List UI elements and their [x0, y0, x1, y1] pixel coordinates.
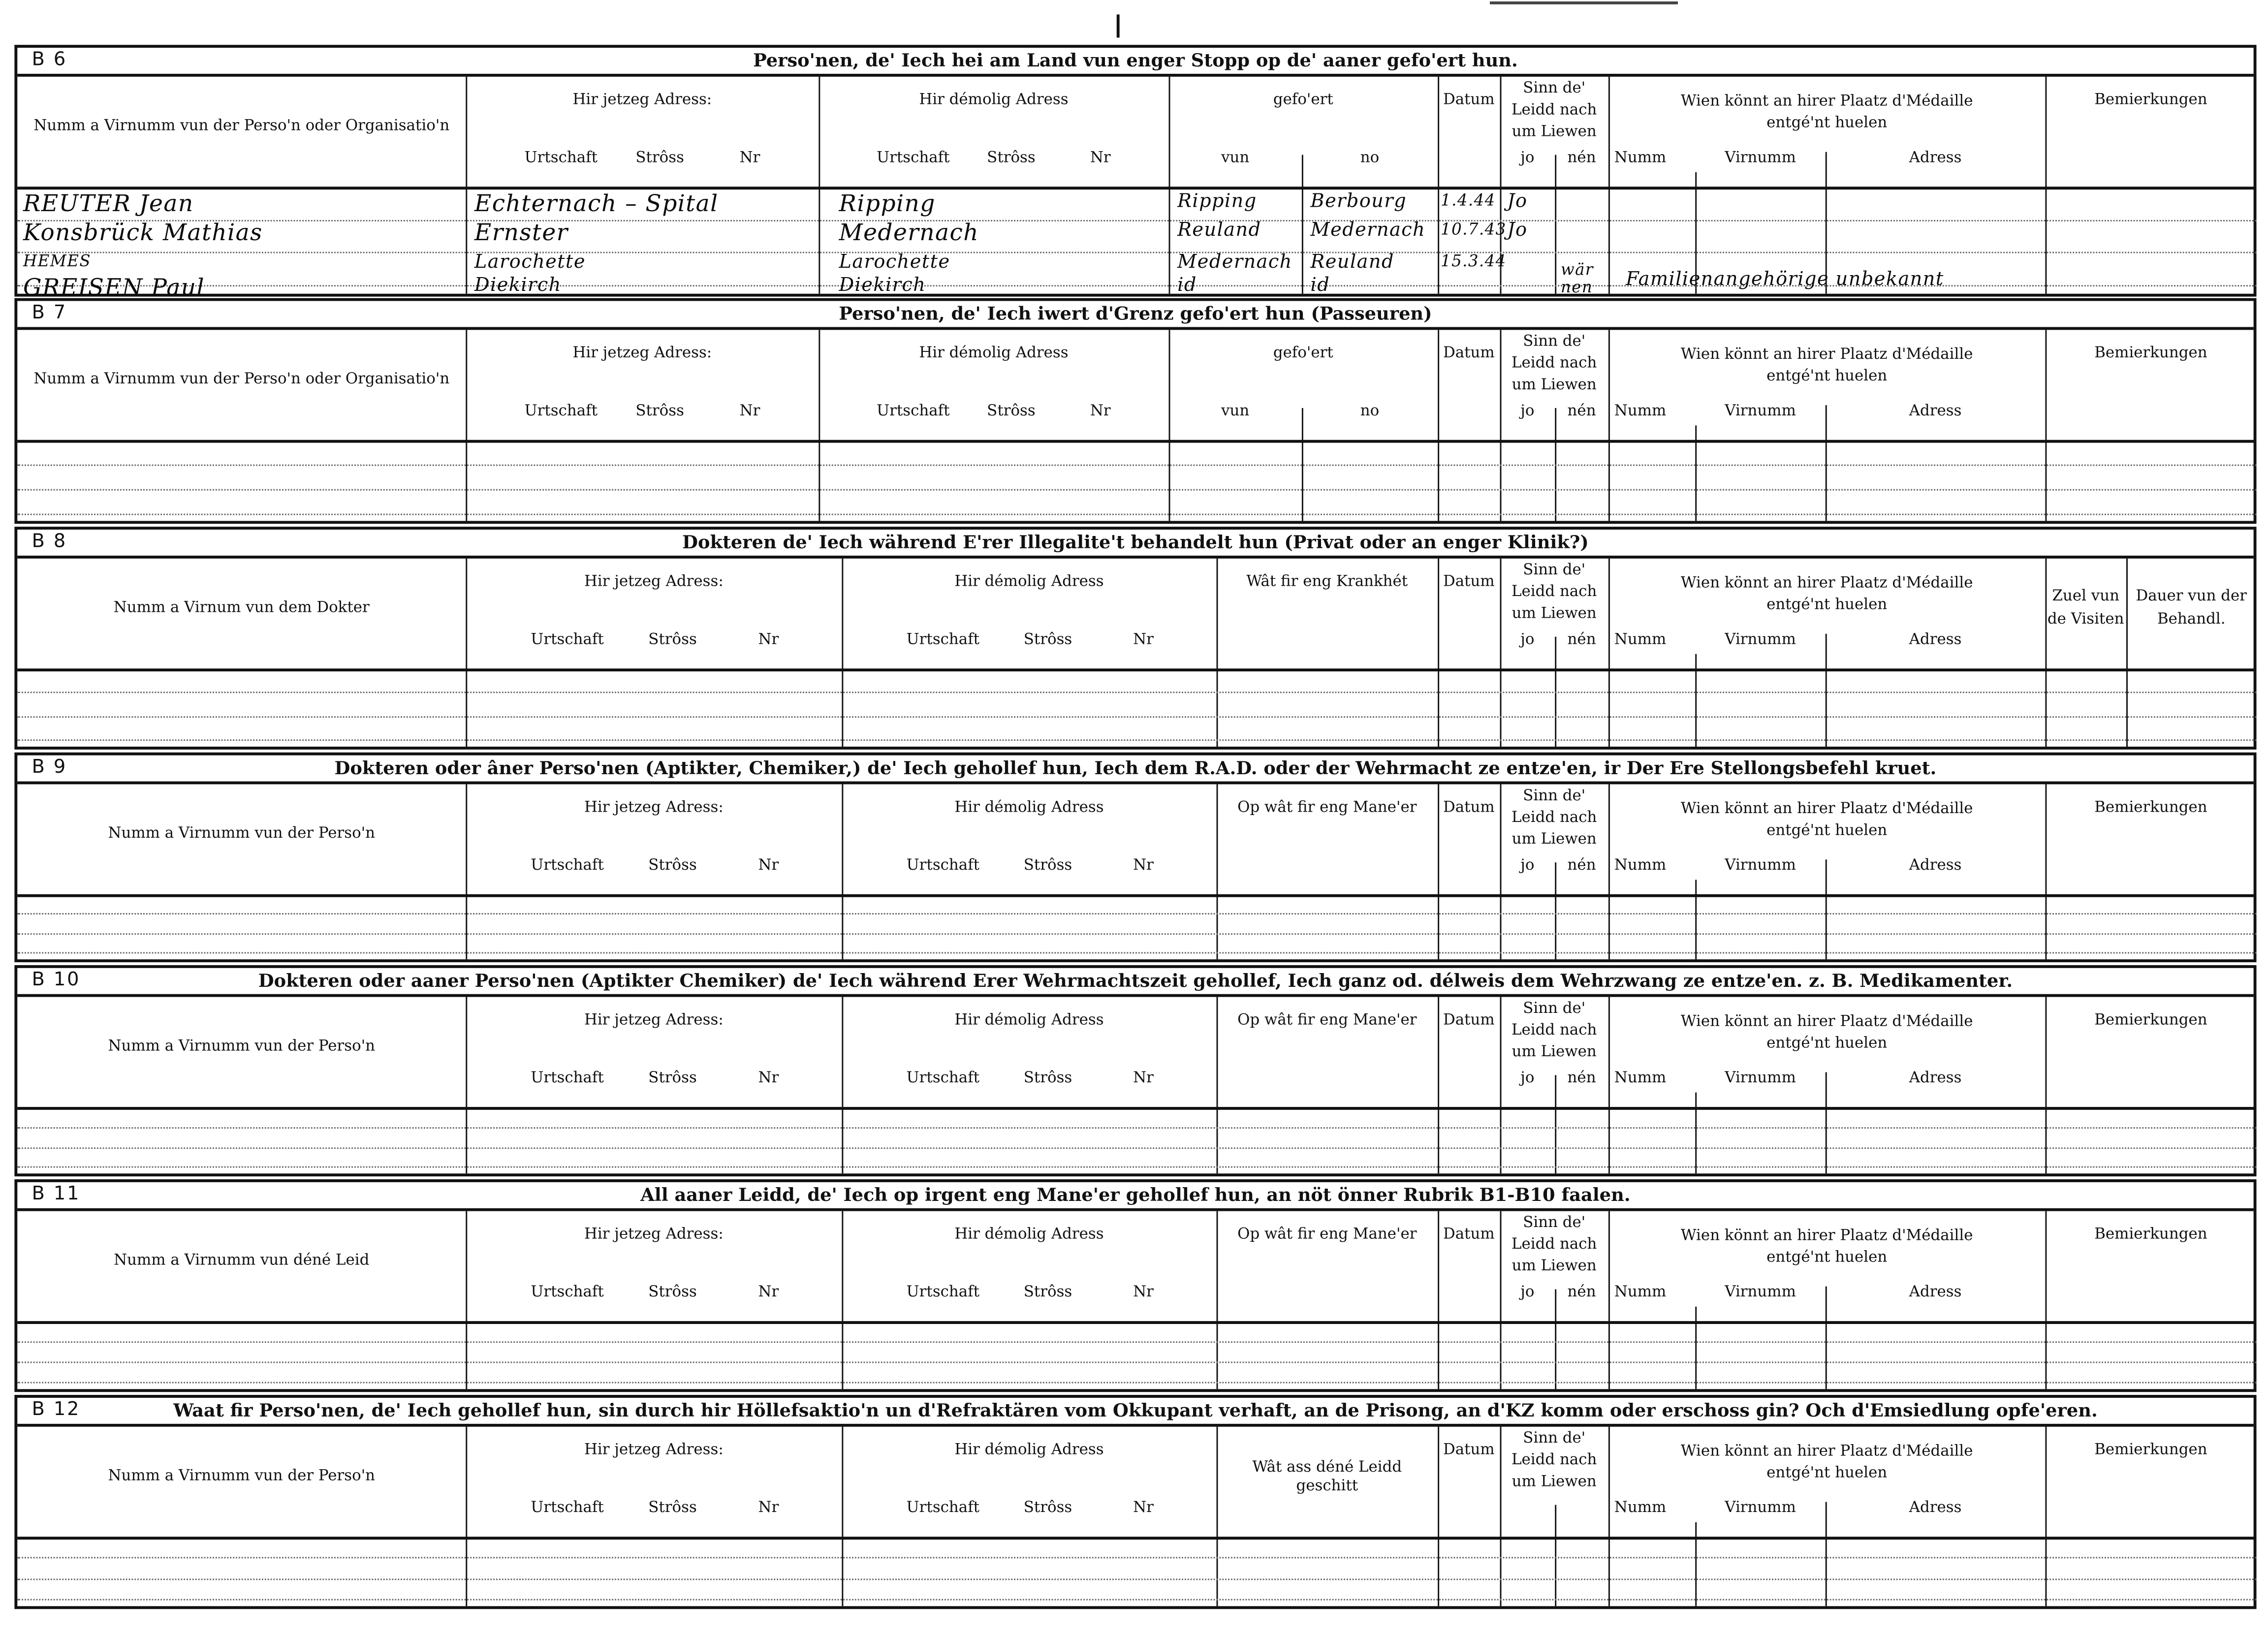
entry-line: [17, 1599, 2256, 1601]
medal-header: Wien könnt an hirer Plaatz d'Médaille entgé'nt huelen: [1680, 574, 1973, 614]
medal-subdivider: [1826, 634, 1827, 747]
entry-current-place: Ernster: [474, 218, 568, 246]
name-column-header: Numm a Virnumm vun déné Leid: [114, 1252, 370, 1269]
header-rule: [17, 440, 2256, 443]
yes-header: jo: [1520, 856, 1535, 874]
current-address-header: Hir jetzeg Adress:: [584, 1011, 724, 1029]
section-heading: Waat fir Perso'nen, de' Iech gehollef hun, sin durch hir Höllefsaktio'n un d'Refraktären vom Okkupant verhaft, an de Prisong, an d'KZ komm oder erschoss gin? Och d'Emsiedlung opfe'eren.: [173, 1399, 2098, 1421]
entry-current-place: Diekirch: [474, 275, 562, 297]
section-code: B 11: [32, 1183, 81, 1205]
entry-alive-yes: Jo: [1507, 220, 1528, 242]
medal-surname-header: Numm: [1614, 402, 1667, 420]
section-title-bar: [17, 301, 2253, 330]
current-place-header: Urtschaft: [531, 1069, 604, 1087]
led-to-header: no: [1360, 402, 1380, 420]
entry-name: HEMES: [23, 252, 92, 271]
entry-line: [17, 464, 2256, 466]
column-divider: [1500, 330, 1502, 521]
section-code: B 7: [32, 302, 67, 324]
medal-firstname-header: Virnumm: [1725, 1499, 1796, 1517]
medal-firstname-header: Virnumm: [1725, 856, 1796, 874]
no-header: nén: [1567, 402, 1596, 420]
current-place-header: Urtschaft: [524, 149, 598, 167]
led-header: gefo'ert: [1273, 91, 1333, 109]
former-number-header: Nr: [1133, 1069, 1154, 1087]
remarks-header: Bemierkungen: [2094, 91, 2207, 109]
medal-address-header: Adress: [1909, 149, 1962, 167]
medal-surname-header: Numm: [1614, 630, 1667, 649]
current-number-header: Nr: [758, 630, 779, 649]
former-place-header: Urtschaft: [877, 149, 950, 167]
no-header: nén: [1567, 630, 1596, 649]
visit-count-header: Zuel vun de Visiten: [2047, 587, 2124, 628]
medal-surname-header: Numm: [1614, 1069, 1667, 1087]
former-address-header: Hir démolig Adress: [919, 91, 1069, 109]
former-number-header: Nr: [1133, 1283, 1154, 1301]
entry-former-place: Larochette: [839, 252, 950, 274]
current-address-header: Hir jetzeg Adress:: [572, 344, 712, 362]
entry-led-to: id: [1310, 275, 1330, 297]
medal-firstname-header: Virnumm: [1725, 402, 1796, 420]
no-header: nén: [1567, 856, 1596, 874]
section-code: B 9: [32, 756, 67, 779]
yes-header: jo: [1520, 402, 1535, 420]
entry-line: [17, 739, 2256, 741]
lost-life-header: Sinn de' Leidd nach um Liewen: [1512, 333, 1597, 394]
entry-line: [17, 489, 2256, 490]
yes-header: jo: [1520, 1283, 1535, 1301]
current-number-header: Nr: [758, 1283, 779, 1301]
current-street-header: Strôss: [648, 856, 697, 874]
date-header: Datum: [1443, 91, 1495, 109]
illness-header: Wât fir eng Krankhét: [1246, 573, 1408, 591]
what-happened-header: Wât ass déné Leidd geschitt: [1252, 1458, 1402, 1495]
entry-date: 10.7.43: [1441, 220, 1507, 239]
entry-led-from: Reuland: [1177, 220, 1261, 242]
lost-life-header: Sinn de' Leidd nach um Liewen: [1512, 787, 1597, 848]
jo-nen-divider: [1555, 1289, 1556, 1389]
medal-subdivider: [1695, 1093, 1697, 1174]
current-street-header: Strôss: [648, 1069, 697, 1087]
medal-header: Wien könnt an hirer Plaatz d'Médaille entgé'nt huelen: [1680, 346, 1973, 385]
medal-address-header: Adress: [1909, 1499, 1962, 1517]
current-place-header: Urtschaft: [531, 1499, 604, 1517]
entry-line: [17, 1147, 2256, 1148]
former-number-header: Nr: [1090, 149, 1111, 167]
current-address-header: Hir jetzeg Adress:: [584, 573, 724, 591]
section-code: B 6: [32, 49, 67, 71]
medal-surname-header: Numm: [1614, 149, 1667, 167]
former-number-header: Nr: [1133, 1499, 1154, 1517]
current-number-header: Nr: [758, 1499, 779, 1517]
medal-address-header: Adress: [1909, 856, 1962, 874]
medal-surname-header: Numm: [1614, 856, 1667, 874]
remarks-header: Bemierkungen: [2094, 1011, 2207, 1029]
current-address-header: Hir jetzeg Adress:: [584, 1226, 724, 1243]
medal-address-header: Adress: [1909, 1283, 1962, 1301]
section-title-bar: [17, 530, 2253, 559]
entry-line: [17, 1166, 2256, 1168]
name-column-header: Numm a Virnum vun dem Dokter: [113, 599, 370, 617]
entry-led-from: Ripping: [1177, 191, 1257, 213]
entry-line: [17, 1578, 2256, 1580]
entry-line: [17, 1127, 2256, 1128]
header-rule: [17, 668, 2256, 671]
medal-firstname-header: Virnumm: [1725, 1069, 1796, 1087]
led-from-header: vun: [1221, 149, 1250, 167]
medal-address-header: Adress: [1909, 1069, 1962, 1087]
led-from-header: vun: [1221, 402, 1250, 420]
no-header: nén: [1567, 1283, 1596, 1301]
medal-subdivider: [1695, 880, 1697, 959]
medal-firstname-header: Virnumm: [1725, 630, 1796, 649]
current-street-header: Strôss: [635, 149, 684, 167]
former-place-header: Urtschaft: [906, 1499, 980, 1517]
from-to-divider: [1302, 155, 1303, 294]
entry-line: [17, 252, 2256, 253]
name-column-header: Numm a Virnumm vun der Perso'n oder Organisatio'n: [33, 370, 450, 388]
entry-line: [17, 952, 2256, 954]
entry-line: [17, 716, 2256, 717]
section-heading: Perso'nen, de' Iech hei am Land vun enger Stopp op de' aaner gefo'ert hun.: [753, 49, 1518, 71]
remarks-header: Bemierkungen: [2094, 344, 2207, 362]
medal-address-header: Adress: [1909, 402, 1962, 420]
section-code: B 12: [32, 1399, 81, 1421]
entry-former-place: Diekirch: [839, 275, 926, 297]
entry-line: [17, 1557, 2256, 1559]
current-place-header: Urtschaft: [524, 402, 598, 420]
medal-header: Wien könnt an hirer Plaatz d'Médaille entgé'nt huelen: [1680, 1443, 1973, 1482]
section-title-bar: [17, 1398, 2253, 1427]
current-number-header: Nr: [758, 856, 779, 874]
former-street-header: Strôss: [1023, 856, 1072, 874]
section-title-bar: [17, 1182, 2253, 1211]
medal-subdivider: [1695, 1307, 1697, 1389]
date-header: Datum: [1443, 573, 1495, 591]
former-place-header: Urtschaft: [906, 1069, 980, 1087]
yes-header: jo: [1520, 1069, 1535, 1087]
entry-name: Konsbrück Mathias: [23, 218, 263, 246]
section-b7: [14, 298, 2256, 524]
name-column-header: Numm a Virnumm vun der Perso'n: [108, 1037, 376, 1055]
lost-life-header: Sinn de' Leidd nach um Liewen: [1512, 1000, 1597, 1061]
jo-nen-divider: [1555, 1505, 1556, 1606]
jo-nen-divider: [1555, 1075, 1556, 1173]
entry-former-place: Medernach: [839, 218, 979, 246]
medal-subdivider: [1826, 405, 1827, 521]
section-title-bar: [17, 48, 2253, 77]
section-b6: [14, 45, 2256, 301]
former-address-header: Hir démolig Adress: [954, 1441, 1104, 1459]
remarks-header: Bemierkungen: [2094, 1441, 2207, 1459]
former-place-header: Urtschaft: [906, 630, 980, 649]
entry-line: [17, 1362, 2256, 1363]
former-place-header: Urtschaft: [877, 402, 950, 420]
section-heading: All aaner Leidd, de' Iech op irgent eng Mane'er gehollef hun, an nöt önner Rubrik B1-B10 faalen.: [640, 1183, 1631, 1205]
name-column-header: Numm a Virnumm vun der Perso'n: [108, 1467, 376, 1485]
top-register-mark: [1117, 14, 1120, 37]
entry-line: [17, 692, 2256, 693]
former-number-header: Nr: [1090, 402, 1111, 420]
current-number-header: Nr: [739, 149, 760, 167]
section-b9: [14, 753, 2256, 962]
entry-date: 1.4.44: [1441, 191, 1496, 210]
entry-former-place: Ripping: [839, 189, 936, 217]
former-place-header: Urtschaft: [906, 1283, 980, 1301]
current-place-header: Urtschaft: [531, 1283, 604, 1301]
header-rule: [17, 1107, 2256, 1110]
medal-header: Wien könnt an hirer Plaatz d'Médaille entgé'nt huelen: [1680, 800, 1973, 840]
yes-header: jo: [1520, 630, 1535, 649]
entry-alive-yes: Jo: [1507, 191, 1528, 213]
medal-subdivider: [1695, 654, 1697, 747]
section-heading: Dokteren de' Iech während E'rer Illegalite't behandelt hun (Privat oder an enger Klinik?): [682, 531, 1589, 553]
remarks-header: Bemierkungen: [2094, 1226, 2207, 1243]
medal-firstname-header: Virnumm: [1725, 1283, 1796, 1301]
former-address-header: Hir démolig Adress: [954, 1226, 1104, 1243]
top-edge-rule: [1490, 1, 1678, 4]
entry-medal-note: Familienangehörige unbekannt: [1626, 269, 1944, 291]
entry-date: 15.3.44: [1441, 252, 1507, 271]
former-street-header: Strôss: [1023, 630, 1072, 649]
former-street-header: Strôss: [987, 402, 1036, 420]
no-header: nén: [1567, 149, 1596, 167]
former-street-header: Strôss: [987, 149, 1036, 167]
medal-subdivider: [1695, 1522, 1697, 1606]
remarks-header: Bemierkungen: [2094, 798, 2207, 817]
date-header: Datum: [1443, 1226, 1495, 1243]
section-code: B 10: [32, 969, 81, 991]
medal-header: Wien könnt an hirer Plaatz d'Médaille entgé'nt huelen: [1680, 93, 1973, 132]
former-address-header: Hir démolig Adress: [954, 798, 1104, 817]
current-street-header: Strôss: [648, 630, 697, 649]
former-street-header: Strôss: [1023, 1283, 1072, 1301]
former-address-header: Hir démolig Adress: [919, 344, 1069, 362]
former-number-header: Nr: [1133, 856, 1154, 874]
current-street-header: Strôss: [648, 1283, 697, 1301]
name-column-header: Numm a Virnumm vun der Perso'n: [108, 824, 376, 843]
led-to-header: no: [1360, 149, 1380, 167]
section-title-bar: [17, 756, 2253, 785]
date-header: Datum: [1443, 344, 1495, 362]
current-street-header: Strôss: [648, 1499, 697, 1517]
medal-firstname-header: Virnumm: [1725, 149, 1796, 167]
entry-name: REUTER Jean: [23, 189, 194, 217]
entry-line: [17, 219, 2256, 220]
no-header: nén: [1567, 1069, 1596, 1087]
entry-line: [17, 513, 2256, 515]
manner-header: Op wât fir eng Mane'er: [1237, 798, 1417, 817]
section-heading: Dokteren oder aaner Perso'nen (Aptikter Chemiker) de' Iech während Erer Wehrmachtszeit gehollef, Iech ganz od. délweis dem Wehrzwang ze entze'en. z. B. Medikamenter.: [258, 969, 2013, 991]
entry-alive-no: nen: [1560, 278, 1593, 297]
former-place-header: Urtschaft: [906, 856, 980, 874]
medal-surname-header: Numm: [1614, 1499, 1667, 1517]
column-divider: [1500, 559, 1502, 747]
former-number-header: Nr: [1133, 630, 1154, 649]
column-divider: [1608, 330, 1610, 521]
jo-nen-divider: [1555, 155, 1556, 294]
led-header: gefo'ert: [1273, 344, 1333, 362]
yes-header: jo: [1520, 149, 1535, 167]
column-divider: [1608, 77, 1610, 294]
lost-life-header: Sinn de' Leidd nach um Liewen: [1512, 1214, 1597, 1275]
entry-line: [17, 1382, 2256, 1384]
jo-nen-divider: [1555, 862, 1556, 959]
header-rule: [17, 1537, 2256, 1540]
medal-address-header: Adress: [1909, 630, 1962, 649]
section-code: B 8: [32, 531, 67, 553]
treatment-duration-header: Dauer vun der Behandl.: [2136, 587, 2247, 628]
lost-life-header: Sinn de' Leidd nach um Liewen: [1512, 561, 1597, 623]
column-divider: [2126, 559, 2128, 747]
lost-life-header: Sinn de' Leidd nach um Liewen: [1512, 79, 1597, 141]
current-address-header: Hir jetzeg Adress:: [584, 798, 724, 817]
header-rule: [17, 894, 2256, 897]
current-place-header: Urtschaft: [531, 630, 604, 649]
entry-current-place: Larochette: [474, 252, 586, 274]
section-b8: [14, 527, 2256, 750]
entry-led-to: Medernach: [1310, 220, 1426, 242]
header-rule: [17, 1321, 2256, 1324]
current-address-header: Hir jetzeg Adress:: [584, 1441, 724, 1459]
lost-life-header: Sinn de' Leidd nach um Liewen: [1512, 1429, 1597, 1491]
date-header: Datum: [1443, 798, 1495, 817]
current-address-header: Hir jetzeg Adress:: [572, 91, 712, 109]
manner-header: Op wât fir eng Mane'er: [1237, 1011, 1417, 1029]
entry-led-to: Berbourg: [1310, 191, 1407, 213]
section-title-bar: [17, 968, 2253, 997]
entry-led-from: id: [1177, 275, 1197, 297]
medal-header: Wien könnt an hirer Plaatz d'Médaille entgé'nt huelen: [1680, 1012, 1973, 1052]
date-header: Datum: [1443, 1441, 1495, 1459]
section-b11: [14, 1179, 2256, 1392]
entry-line: [17, 914, 2256, 915]
section-heading: Dokteren oder âner Perso'nen (Aptikter, Chemiker,) de' Iech gehollef hun, Iech dem R.A.D. oder der Wehrmacht ze entze'en, ir Der Ere Stellongsbefehl kruet.: [334, 756, 1937, 779]
column-divider: [1608, 559, 1610, 747]
entry-line: [17, 1341, 2256, 1343]
former-street-header: Strôss: [1023, 1069, 1072, 1087]
current-street-header: Strôss: [635, 402, 684, 420]
section-b10: [14, 965, 2256, 1176]
medal-subdivider: [1695, 425, 1697, 521]
header-rule: [17, 187, 2256, 189]
date-header: Datum: [1443, 1011, 1495, 1029]
former-street-header: Strôss: [1023, 1499, 1072, 1517]
former-address-header: Hir démolig Adress: [954, 573, 1104, 591]
current-place-header: Urtschaft: [531, 856, 604, 874]
entry-alive-no: wär: [1560, 260, 1594, 280]
entry-name: GREISEN Paul: [23, 273, 205, 301]
current-number-header: Nr: [758, 1069, 779, 1087]
medal-header: Wien könnt an hirer Plaatz d'Médaille entgé'nt huelen: [1680, 1227, 1973, 1266]
section-b12: [14, 1395, 2256, 1609]
section-heading: Perso'nen, de' Iech iwert d'Grenz gefo'ert hun (Passeuren): [839, 302, 1432, 324]
manner-header: Op wât fir eng Mane'er: [1237, 1226, 1417, 1243]
entry-led-to: Reuland: [1310, 252, 1394, 274]
entry-line: [17, 933, 2256, 935]
medal-surname-header: Numm: [1614, 1283, 1667, 1301]
current-number-header: Nr: [739, 402, 760, 420]
former-address-header: Hir démolig Adress: [954, 1011, 1104, 1029]
entry-current-place: Echternach – Spital: [474, 189, 719, 217]
name-column-header: Numm a Virnumm vun der Perso'n oder Organisatio'n: [33, 117, 450, 135]
entry-led-from: Medernach: [1177, 252, 1292, 274]
